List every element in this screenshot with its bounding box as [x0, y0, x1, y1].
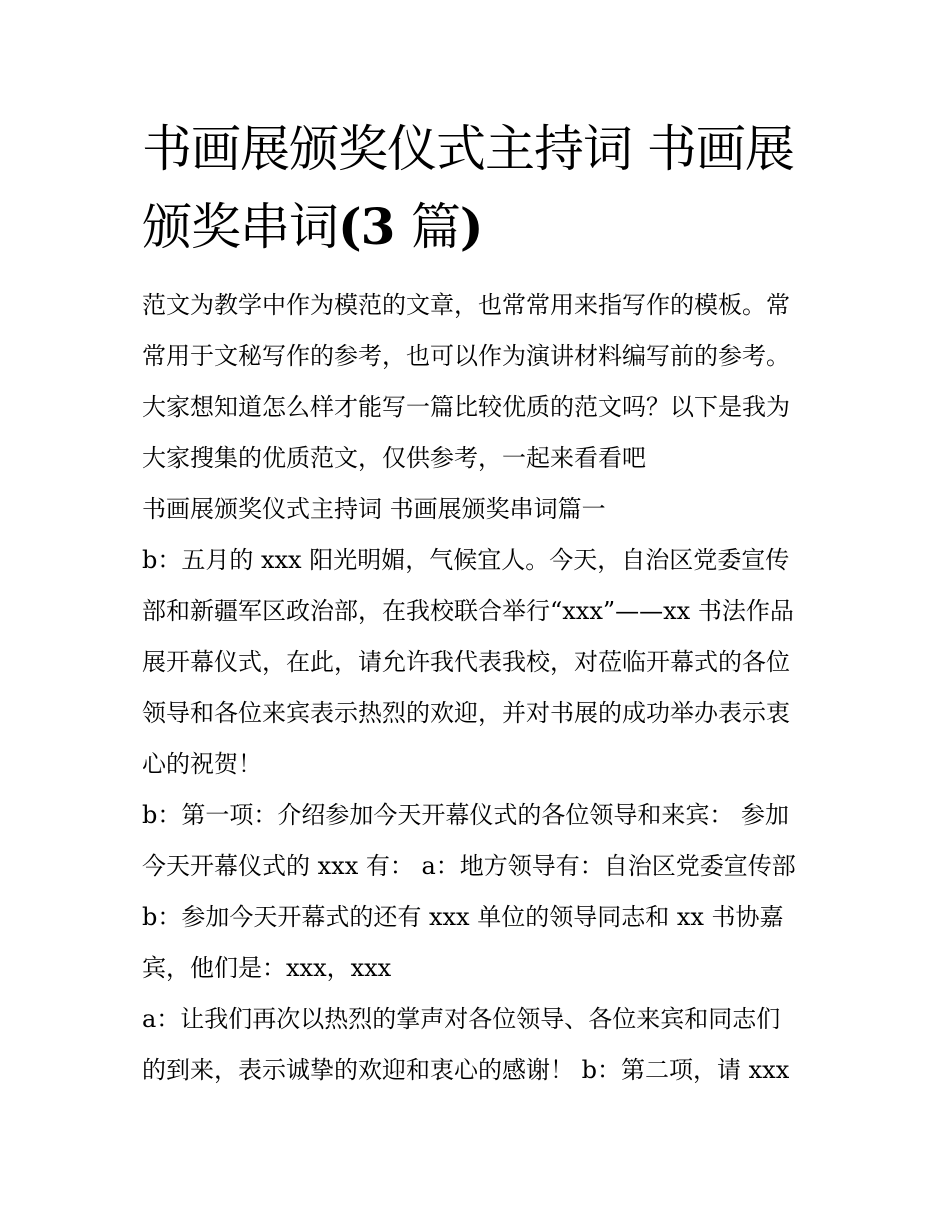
body-line: 大家搜集的优质范文，仅供参考，一起来看看吧: [142, 444, 646, 472]
body-line: 范文为教学中作为模范的文章，也常常用来指写作的模板。常: [142, 291, 790, 319]
body-line: 大家想知道怎么样才能写一篇比较优质的范文吗？以下是我为: [142, 393, 790, 421]
body-line: 领导和各位来宾表示热烈的欢迎，并对书展的成功举办表示衷: [142, 699, 790, 727]
document-title: [142, 110, 822, 266]
title-line-1: 书画展颁奖仪式主持词 书画展: [142, 120, 794, 178]
body-line: 心的祝贺！: [142, 750, 262, 778]
body-line: b：五月的 xxx 阳光明媚，气候宜人。今天，自治区党委宣传: [142, 546, 790, 574]
title-count: (3: [338, 197, 411, 256]
body-line: 的到来，表示诚挚的欢迎和衷心的感谢！ b：第二项，请 xxx: [142, 1056, 790, 1084]
title-text: 颁奖串词: [142, 198, 338, 256]
body-line: b：参加今天开幕式的还有 xxx 单位的领导同志和 xx 书协嘉: [142, 903, 784, 931]
body-line: b：第一项：介绍参加今天开幕仪式的各位领导和来宾： 参加: [142, 801, 789, 829]
body-line: 今天开幕仪式的 xxx 有： a：地方领导有：自治区党委宣传部: [142, 852, 796, 880]
body-line: a：让我们再次以热烈的掌声对各位领导、各位来宾和同志们: [142, 1005, 781, 1033]
document-page: [142, 110, 822, 1096]
title-line-2: [142, 198, 483, 256]
section-heading: 书画展颁奖仪式主持词 书画展颁奖串词篇一: [142, 495, 606, 523]
body-line: 常用于文秘写作的参考，也可以作为演讲材料编写前的参考。: [142, 342, 790, 370]
document-body: [142, 280, 822, 1096]
body-line: 宾，他们是：xxx，xxx: [142, 954, 392, 982]
title-unit: 篇: [410, 198, 460, 256]
body-line: 展开幕仪式，在此，请允许我代表我校，对莅临开幕式的各位: [142, 648, 790, 676]
title-paren: ): [459, 197, 483, 256]
body-line: 部和新疆军区政治部，在我校联合举行“xxx”——xx 书法作品: [142, 597, 794, 625]
